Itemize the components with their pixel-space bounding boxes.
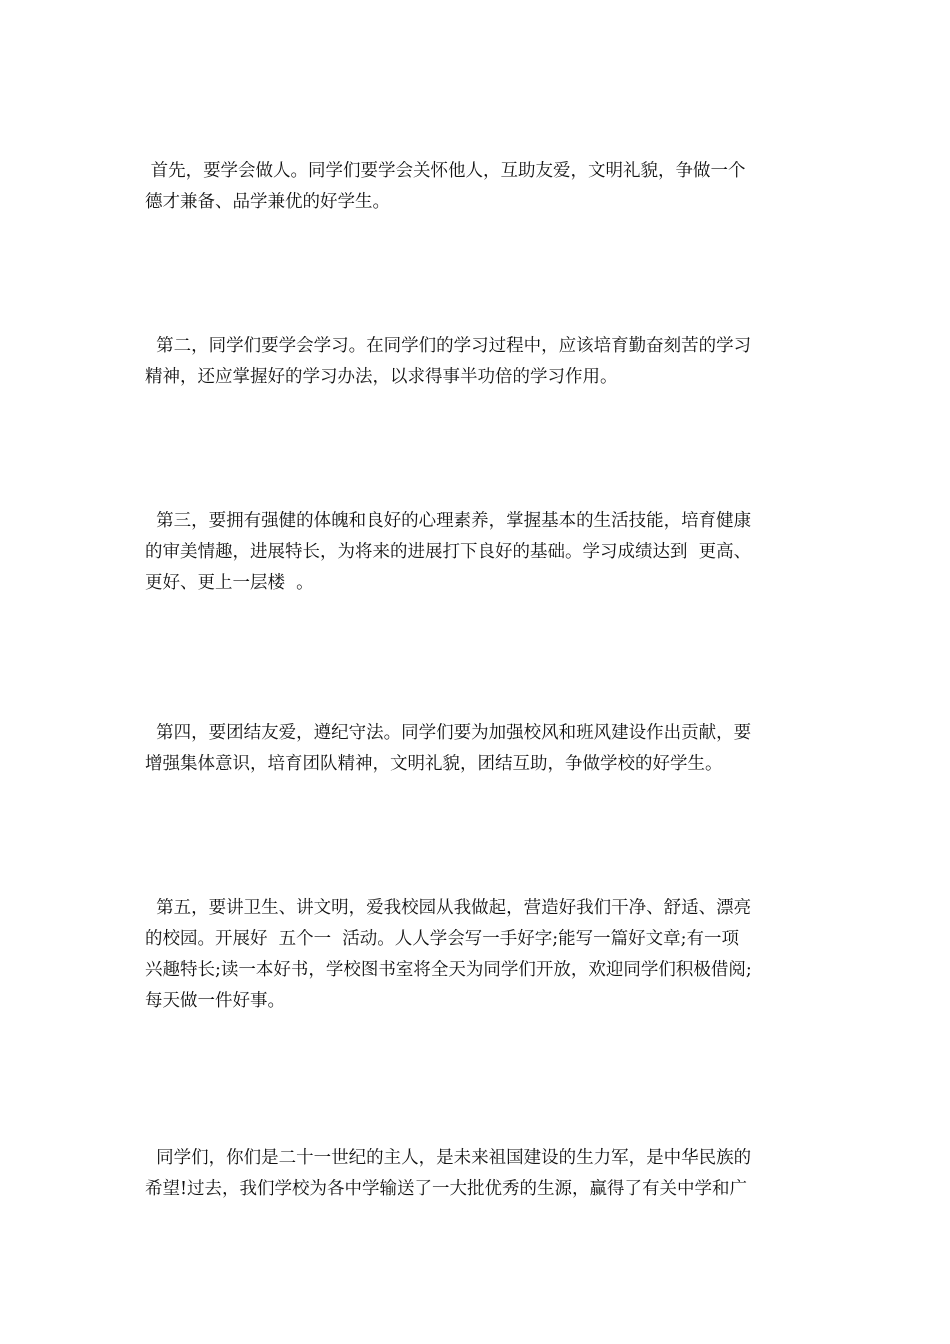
paragraph-line: 的审美情趣，进展特长，为将来的进展打下良好的基础。学习成绩达到 更高、 — [145, 542, 752, 562]
paragraph-line: 第三，要拥有强健的体魄和良好的心理素养，掌握基本的生活技能，培育健康 — [145, 511, 752, 531]
paragraph-line: 第二，同学们要学会学习。在同学们的学习过程中，应该培育勤奋刻苦的学习 — [145, 336, 752, 356]
paragraph-line: 精神，还应掌握好的学习办法，以求得事半功倍的学习作用。 — [145, 367, 618, 387]
paragraph-line: 每天做一件好事。 — [145, 991, 285, 1011]
paragraph-line: 更好、更上一层楼 。 — [145, 573, 314, 593]
paragraph-2 — [145, 331, 817, 393]
paragraph-4 — [145, 718, 817, 780]
paragraph-line: 同学们，你们是二十一世纪的主人，是未来祖国建设的生力军，是中华民族的 — [145, 1148, 752, 1168]
paragraph-line: 首先，要学会做人。同学们要学会关怀他人，互助友爱，文明礼貌，争做一个 — [145, 161, 746, 181]
paragraph-5 — [145, 893, 817, 1017]
paragraph-line: 德才兼备、品学兼优的好学生。 — [145, 192, 390, 212]
paragraph-line: 增强集体意识，培育团队精神，文明礼貌，团结互助，争做学校的好学生。 — [145, 754, 723, 774]
paragraph-line: 的校园。开展好 五个一 活动。人人学会写一手好字;能写一篇好文章;有一项 — [145, 929, 740, 949]
paragraph-3 — [145, 506, 817, 599]
paragraph-line: 第四，要团结友爱，遵纪守法。同学们要为加强校风和班风建设作出贡献，要 — [145, 723, 752, 743]
paragraph-line: 希望!过去，我们学校为各中学输送了一大批优秀的生源，赢得了有关中学和广 — [145, 1179, 748, 1199]
paragraph-6 — [145, 1143, 817, 1205]
paragraph-1 — [145, 156, 817, 218]
paragraph-line: 第五，要讲卫生、讲文明，爱我校园从我做起，营造好我们干净、舒适、漂亮 — [145, 898, 752, 918]
paragraph-line: 兴趣特长;读一本好书，学校图书室将全天为同学们开放，欢迎同学们积极借阅; — [145, 960, 752, 980]
